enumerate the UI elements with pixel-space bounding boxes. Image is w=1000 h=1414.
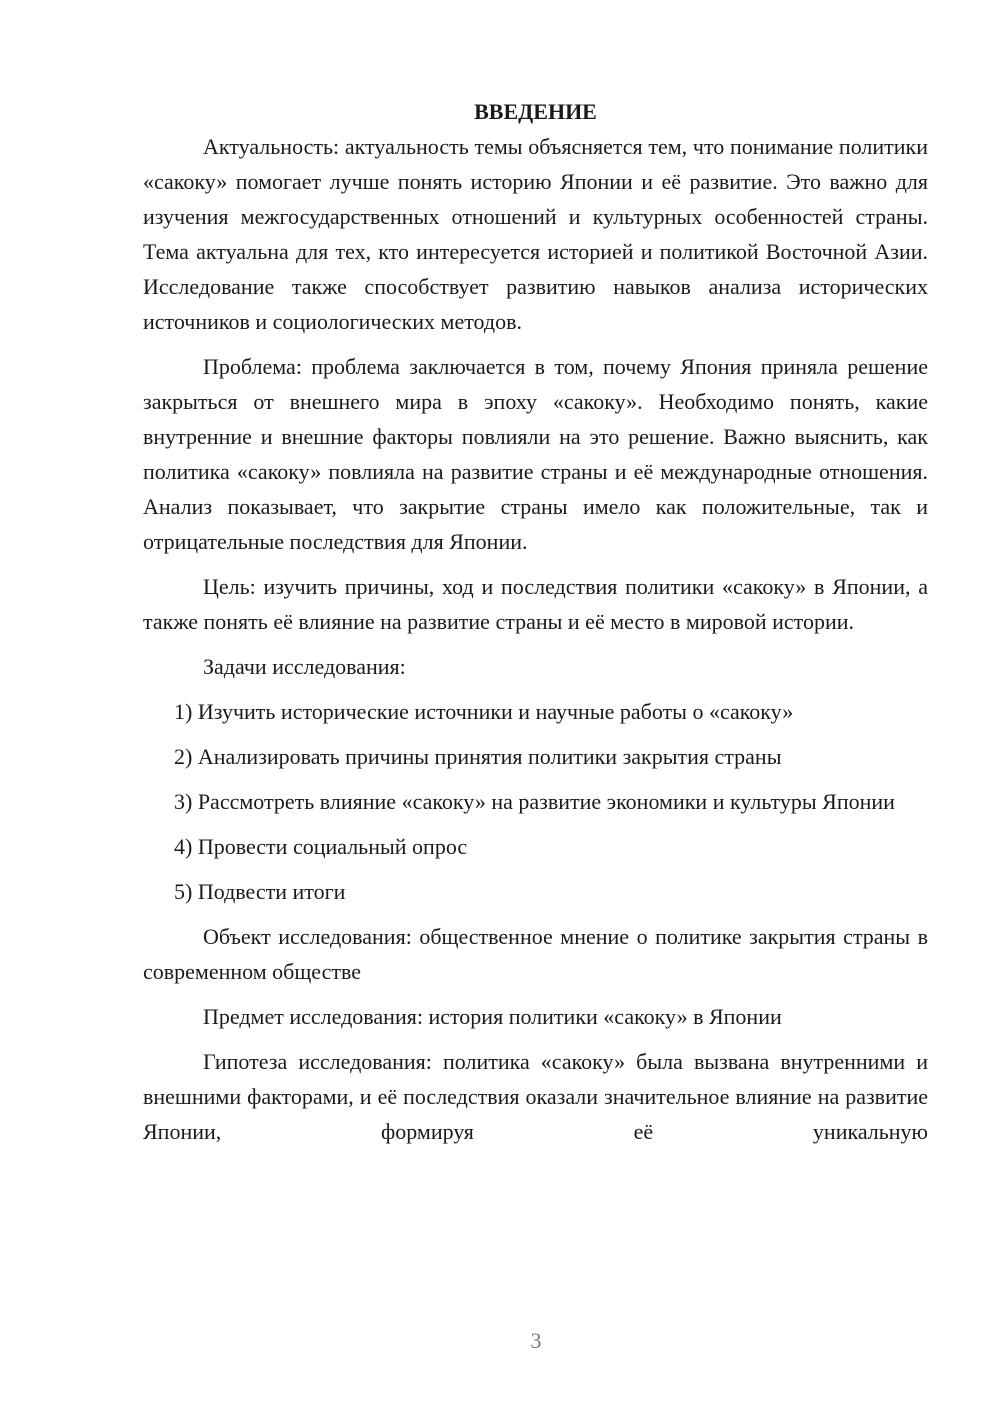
document-body: [143, 94, 928, 1149]
paragraph-subject: Предмет исследования: история политики «сакоку» в Японии: [203, 1004, 782, 1029]
list-item: 3) Рассмотреть влияние «сакоку» на развитие экономики и культуры Японии: [174, 789, 895, 814]
paragraph-relevance: Актуальность: актуальность темы объясняется тем, что понимание политики «сакоку» помогает лучше понять историю Японии и её развитие. Это важно для изучения межгосударственных отношений и культурных особенностей страны. Тема актуальна для тех, кто интересуется историей и политикой Восточной Азии. Исследование также способствует развитию навыков анализа исторических источников и социологических методов.: [143, 134, 928, 334]
paragraph-goal: Цель: изучить причины, ход и последствия политики «сакоку» в Японии, а также понять её влияние на развитие страны и её место в мировой истории.: [143, 574, 928, 634]
page-number: 3: [530, 1328, 542, 1353]
tasks-list: [143, 694, 928, 909]
list-item: 5) Подвести итоги: [174, 879, 346, 904]
paragraph-hypothesis: Гипотеза исследования: политика «сакоку» была вызвана внутренними и внешними факторами, и её последствия оказали значительное влияние на развитие Японии, формируя её уникальную: [143, 1049, 928, 1144]
list-item: 1) Изучить исторические источники и научные работы о «сакоку»: [174, 699, 794, 724]
paragraph-problem: Проблема: проблема заключается в том, почему Япония приняла решение закрыться от внешнего мира в эпоху «сакоку». Необходимо понять, какие внутренние и внешние факторы повлияли на это решение. Важно выяснить, как политика «сакоку» повлияла на развитие страны и её международные отношения. Анализ показывает, что закрытие страны имело как положительные, так и отрицательные последствия для Японии.: [143, 354, 928, 554]
tasks-heading: Задачи исследования:: [203, 654, 406, 679]
paragraph-object: Объект исследования: общественное мнение о политике закрытия страны в современном обществе: [143, 924, 928, 984]
list-item: 4) Провести социальный опрос: [174, 834, 468, 859]
section-heading: ВВЕДЕНИЕ: [474, 99, 597, 124]
list-item: 2) Анализировать причины принятия политики закрытия страны: [174, 744, 782, 769]
